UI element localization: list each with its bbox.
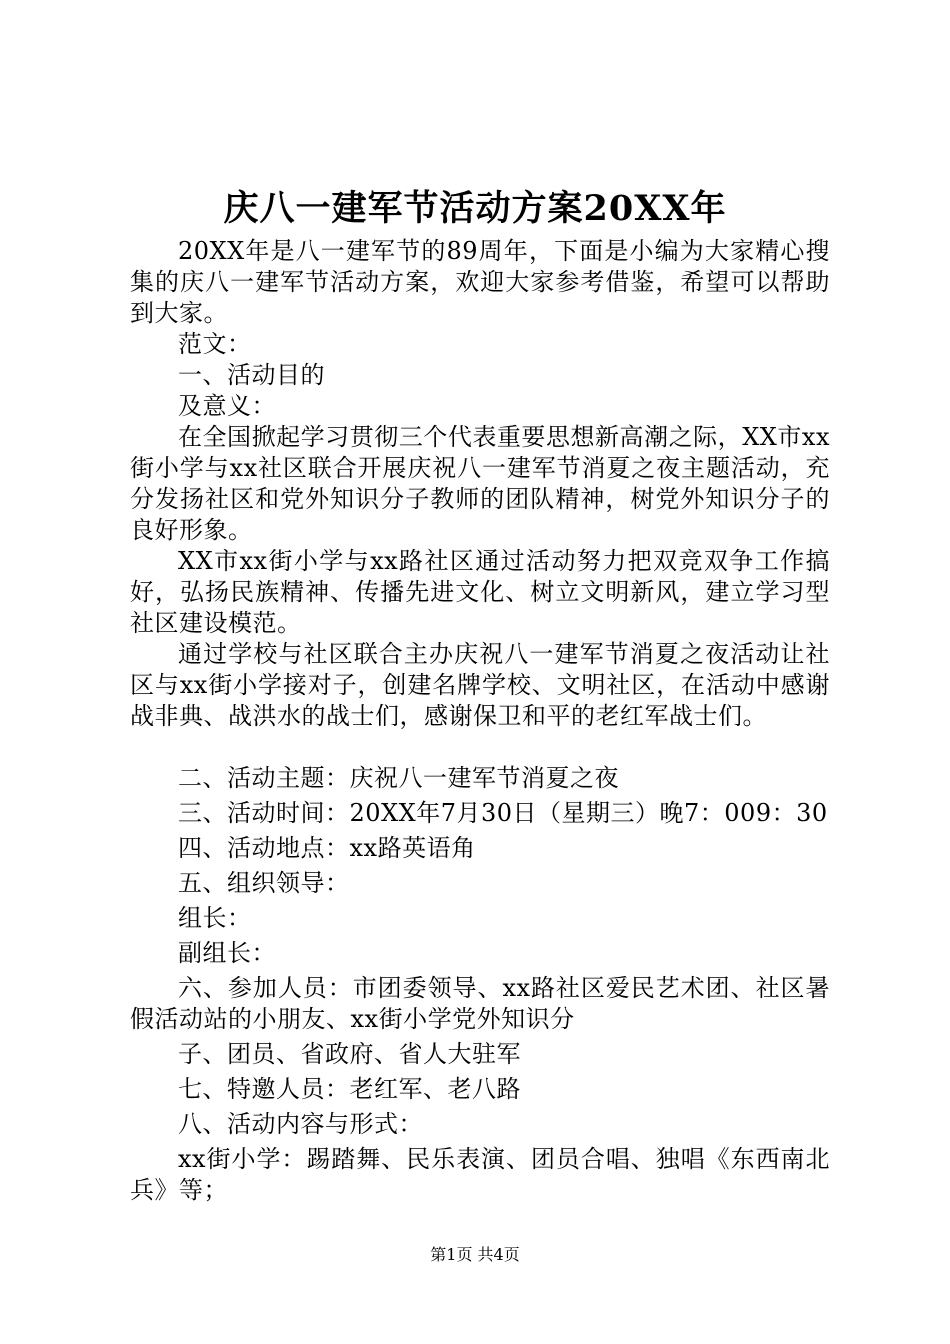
heading-content-format: 八、活动内容与形式：	[178, 1110, 423, 1138]
paragraph-school-program: xx街小学：踢踏舞、民乐表演、团员合唱、独唱《东西南北兵》等；	[130, 1145, 830, 1204]
heading-theme: 二、活动主题：庆祝八一建军节消夏之夜	[178, 764, 619, 792]
heading-leadership: 五、组织领导：	[178, 869, 350, 897]
heading-purpose: 一、活动目的	[178, 361, 325, 389]
paragraph-purpose-3: 通过学校与社区联合主办庆祝八一建军节消夏之夜活动让社区与xx街小学接对子，创建名牌学校、文明社区，在活动中感谢战非典、战洪水的战士们，感谢保卫和平的老红军战士们。	[130, 640, 830, 730]
item-team-leader: 组长：	[178, 904, 252, 932]
heading-location: 四、活动地点：xx路英语角	[178, 834, 476, 862]
document-title: 庆八一建军节活动方案20XX年	[223, 188, 727, 229]
heading-time: 三、活动时间：20XX年7月30日（星期三）晚7：009：30	[178, 799, 828, 827]
heading-invited-guests: 七、特邀人员：老红军、老八路	[178, 1075, 521, 1103]
paragraph-sample-label: 范文：	[178, 330, 252, 358]
paragraph-intro: 20XX年是八一建军节的89周年，下面是小编为大家精心搜集的庆八一建军节活动方案，欢迎大家参考借鉴，希望可以帮助到大家。	[130, 237, 830, 327]
document-body	[130, 236, 830, 1206]
page-footer: 第1页 共4页	[430, 1245, 520, 1264]
heading-significance: 及意义：	[178, 392, 276, 420]
paragraph-purpose-2: XX市xx街小学与xx路社区通过活动努力把双竞双争工作搞好，弘扬民族精神、传播先进文化、树立文明新风，建立学习型社区建设模范。	[130, 547, 830, 637]
paragraph-participants-cont: 子、团员、省政府、省人大驻军	[178, 1040, 521, 1068]
heading-participants: 六、参加人员：市团委领导、xx路社区爱民艺术团、社区暑假活动站的小朋友、xx街小学党外知识分	[130, 974, 830, 1033]
item-deputy-leader: 副组长：	[178, 939, 276, 967]
paragraph-purpose-1: 在全国掀起学习贯彻三个代表重要思想新高潮之际，XX市xx街小学与xx社区联合开展庆祝八一建军节消夏之夜主题活动，充分发扬社区和党外知识分子教师的团队精神，树党外知识分子的良好形象。	[130, 423, 830, 544]
